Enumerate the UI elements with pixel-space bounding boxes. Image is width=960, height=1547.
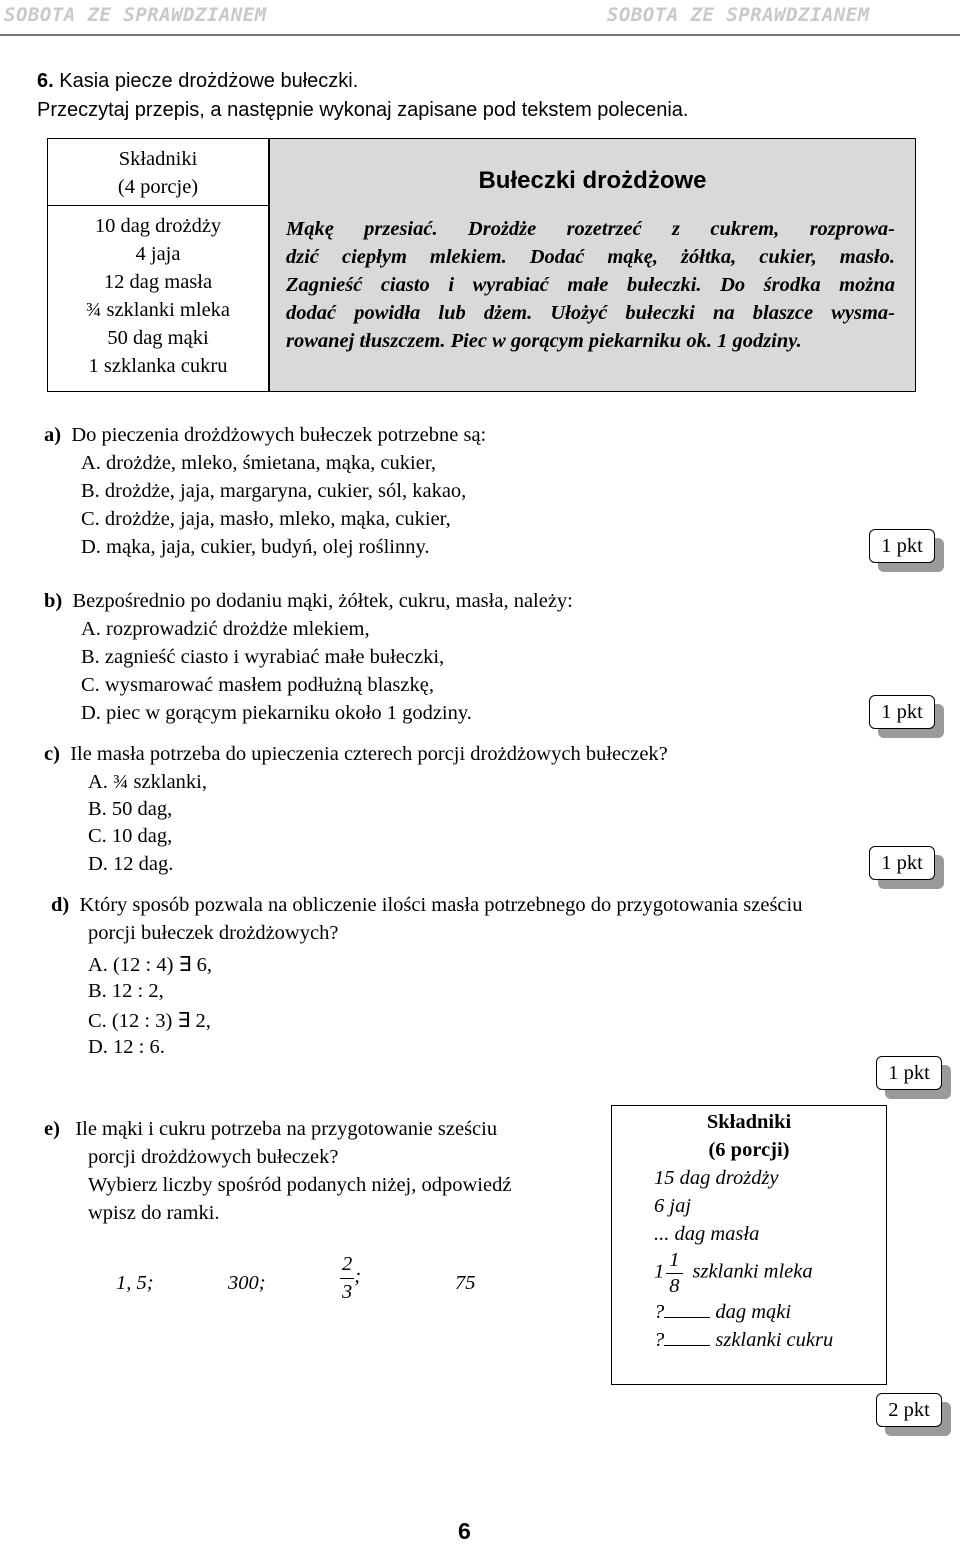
answer-option-a-A[interactable]: A. drożdże, mleko, śmietana, mąka, cukier,: [81, 452, 436, 474]
box-title: Składniki: [706, 1111, 792, 1133]
task-title: 6. Kasia piecze drożdżowe bułeczki.: [37, 70, 359, 92]
task-title-text: Kasia piecze drożdżowe bułeczki.: [59, 70, 359, 92]
number-choice-4: 75: [455, 1272, 476, 1294]
answer-option-c-D[interactable]: D. 12 dag.: [88, 853, 174, 875]
number-choice-1: 1, 5;: [116, 1272, 154, 1294]
answer-option-d-B[interactable]: B. 12 : 2,: [88, 980, 164, 1002]
box-item-eggs: 6 jaj: [654, 1195, 692, 1217]
points-badge-c: [869, 846, 935, 880]
ingredient-item: 1 szklanka cukru: [88, 355, 228, 377]
box-item-flour[interactable]: [654, 1298, 886, 1326]
milk-text: szklanki mleka: [692, 1260, 813, 1283]
ingredient-item: 4 jaja: [135, 243, 181, 265]
ingredients-title: Składniki: [118, 148, 198, 170]
points-badge-text: 1 pkt: [869, 695, 935, 729]
answer-option-a-B[interactable]: B. drożdże, jaja, margaryna, cukier, sól, kakao,: [81, 480, 467, 502]
box-item-sugar[interactable]: [654, 1326, 886, 1354]
question-c-label: c): [44, 743, 60, 765]
question-c-text: Ile masła potrzeba do upieczenia czterech porcji drożdżowych bułeczek?: [70, 743, 668, 765]
box-portions: (6 porcji): [708, 1139, 790, 1161]
sugar-question-mark: ?: [654, 1329, 665, 1351]
recipe-line: dzić ciepłym mlekiem. Dodać mąkę, żółtka, cukier, masło.: [286, 246, 895, 268]
header-divider: [0, 34, 960, 36]
points-badge-d: [876, 1056, 942, 1090]
question-d: [51, 894, 802, 917]
answer-option-a-D[interactable]: D. mąka, jaja, cukier, budyń, olej roślinny.: [81, 536, 430, 558]
fraction-semicolon: ;: [354, 1265, 362, 1288]
answer-option-b-C[interactable]: C. wysmarować masłem podłużną blaszkę,: [81, 674, 434, 696]
recipe-text: [286, 215, 895, 355]
fraction-denominator: 3: [340, 1278, 354, 1303]
points-badge-text: 1 pkt: [869, 529, 935, 563]
question-e-text-line: wpisz do ramki.: [88, 1202, 220, 1224]
question-a-text: Do pieczenia drożdżowych bułeczek potrzebne są:: [71, 424, 487, 446]
recipe-line: Zagnieść ciasto i wyrabiać małe bułeczki. Do środka można: [286, 274, 895, 296]
ingredient-item: 12 dag masła: [103, 271, 213, 293]
ingredients-list: [48, 212, 268, 380]
question-d-text: Który sposób pozwala na obliczenie ilości masła potrzebnego do przygotowania sześciu: [79, 894, 803, 916]
milk-whole: 1: [654, 1260, 665, 1283]
recipe-line: rowanej tłuszczem. Piec w gorącym piekarniku ok. 1 godziny.: [286, 330, 802, 352]
header-right: SOBOTA ZE SPRAWDZIANEM: [607, 4, 870, 26]
answer-option-c-B[interactable]: B. 50 dag,: [88, 798, 173, 820]
points-badge-text: 1 pkt: [869, 846, 935, 880]
ingredients-portions: (4 porcje): [117, 176, 199, 198]
flour-text: dag mąki: [715, 1301, 792, 1323]
question-e-text-line: Wybierz liczby spośród podanych niżej, odpowiedź: [88, 1174, 512, 1196]
header-left: SOBOTA ZE SPRAWDZIANEM: [4, 4, 267, 26]
ingredient-item: 10 dag drożdży: [94, 215, 222, 237]
question-d-label: d): [51, 894, 70, 916]
answer-option-b-B[interactable]: B. zagnieść ciasto i wyrabiać małe bułeczki,: [81, 646, 445, 668]
answer-option-d-C[interactable]: C. (12 : 3) ∃ 2,: [88, 1010, 211, 1032]
box-item-butter: ... dag masła: [654, 1223, 760, 1245]
answer-option-c-A[interactable]: A. ¾ szklanki,: [88, 771, 207, 793]
question-b-label: b): [44, 590, 63, 612]
answer-option-d-A[interactable]: A. (12 : 4) ∃ 6,: [88, 954, 212, 976]
question-e: [44, 1118, 497, 1141]
recipe-line: dodać powidła lub dżem. Ułożyć bułeczki na blaszce wysma-: [286, 302, 895, 324]
answer-option-c-C[interactable]: C. 10 dag,: [88, 825, 173, 847]
flour-blank[interactable]: [664, 1299, 710, 1318]
answer-option-a-C[interactable]: C. drożdże, jaja, masło, mleko, mąka, cukier,: [81, 508, 451, 530]
answer-option-d-D[interactable]: D. 12 : 6.: [88, 1036, 165, 1058]
answer-option-b-A[interactable]: A. rozprowadzić drożdże mlekiem,: [81, 618, 370, 640]
page-number: 6: [458, 1518, 471, 1544]
question-a: [44, 424, 486, 447]
fraction-numerator: 2: [342, 1253, 353, 1275]
fraction: [340, 1254, 354, 1302]
number-choice-fraction: [340, 1254, 361, 1302]
task-instruction: Przeczytaj przepis, a następnie wykonaj zapisane pod tekstem polecenia.: [37, 99, 689, 121]
question-c: [44, 743, 668, 766]
milk-fraction: [666, 1250, 682, 1296]
ingredients-box: [47, 138, 269, 392]
answer-option-b-D[interactable]: D. piec w gorącym piekarniku około 1 godziny.: [81, 702, 472, 724]
points-badge-text: 1 pkt: [876, 1056, 942, 1090]
flour-question-mark: ?: [654, 1301, 665, 1323]
number-choice-2: 300;: [228, 1272, 266, 1294]
question-b: [44, 590, 573, 613]
recipe-line: Mąkę przesiać. Drożdże rozetrzeć z cukrem, rozprowa-: [286, 218, 895, 240]
answer-box-6-portions: [611, 1105, 887, 1385]
sugar-text: szklanki cukru: [715, 1329, 834, 1351]
question-e-text: Ile mąki i cukru potrzeba na przygotowanie sześciu: [75, 1118, 498, 1140]
box-item-yeast: 15 dag drożdży: [654, 1167, 779, 1189]
points-badge-b: [869, 695, 935, 729]
ingredient-item: ¾ szklanki mleka: [85, 299, 231, 321]
recipe-title: Bułeczki drożdżowe: [478, 167, 707, 194]
milk-fraction-denominator: 8: [666, 1273, 682, 1297]
question-e-text-line: porcji drożdżowych bułeczek?: [88, 1146, 339, 1168]
ingredient-item: 50 dag mąki: [107, 327, 209, 349]
question-d-text-cont: porcji bułeczek drożdżowych?: [88, 922, 339, 944]
points-badge-text: 2 pkt: [876, 1393, 942, 1427]
question-e-label: e): [44, 1118, 60, 1140]
recipe-box: [269, 138, 916, 392]
ingredients-divider: [48, 205, 268, 206]
points-badge-a: [869, 529, 935, 563]
question-b-text: Bezpośrednio po dodaniu mąki, żółtek, cukru, masła, należy:: [72, 590, 573, 612]
box-item-milk: [654, 1250, 886, 1296]
points-badge-e: [876, 1393, 942, 1427]
sugar-blank[interactable]: [664, 1327, 710, 1346]
question-a-label: a): [44, 424, 62, 446]
milk-fraction-numerator: 1: [669, 1249, 680, 1271]
